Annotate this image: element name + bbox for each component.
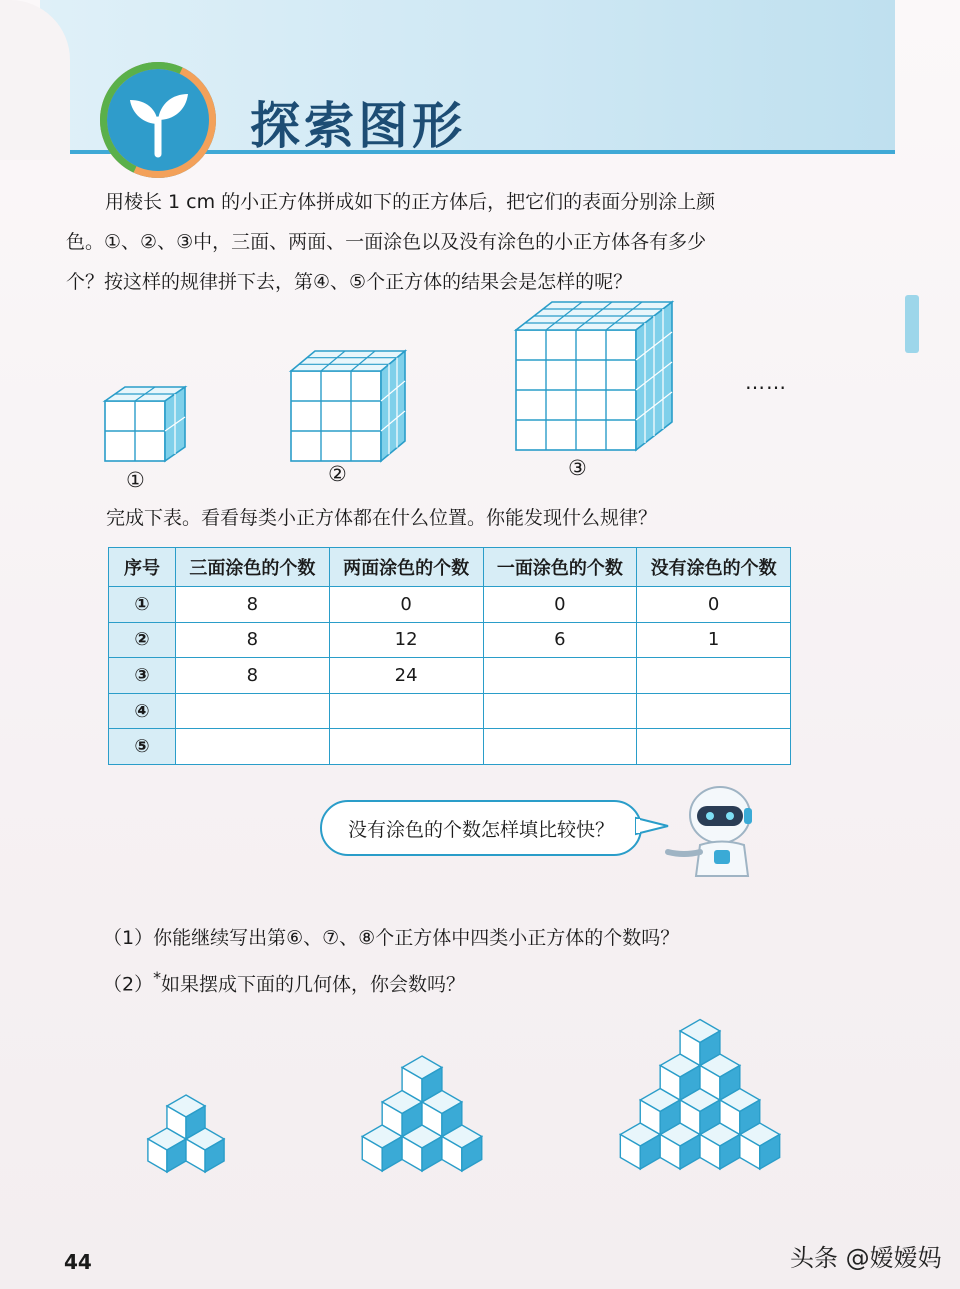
- header-three-face: 三面涂色的个数: [176, 548, 330, 587]
- table-cell: 8: [176, 622, 330, 658]
- ellipsis: ……: [745, 370, 787, 394]
- table-cell: 0: [329, 587, 483, 623]
- intro-line-2: 色。①、②、③中，三面、两面、一面涂色以及没有涂色的小正方体各有多少: [66, 231, 707, 253]
- table-row: [109, 729, 791, 765]
- table-cell: 12: [329, 622, 483, 658]
- question-2-text: 如果摆成下面的几何体，你会数吗？: [161, 973, 466, 996]
- speech-bubble: [320, 800, 642, 856]
- row-index: ⑤: [109, 729, 176, 765]
- table-cell: 8: [176, 658, 330, 694]
- bubble-text: 没有涂色的个数怎样填比较快？: [347, 818, 614, 841]
- table-cell: 1: [637, 622, 791, 658]
- table-cell: 0: [483, 587, 637, 623]
- table-cell: 0: [637, 587, 791, 623]
- table-cell: [483, 658, 637, 694]
- star-mark: *: [153, 968, 162, 987]
- table-cell: 24: [329, 658, 483, 694]
- table-cell: [483, 693, 637, 729]
- cube-figure-3: [516, 302, 672, 450]
- watermark: 头条 @嫒嫒妈: [790, 1244, 942, 1272]
- cube-face: [291, 371, 381, 461]
- row-index: ④: [109, 693, 176, 729]
- intro-line-3: 个？按这样的规律拼下去，第④、⑤个正方体的结果会是怎样的呢？: [66, 271, 633, 293]
- table-row: [109, 587, 791, 623]
- row-index: ③: [109, 658, 176, 694]
- table-cell: [483, 729, 637, 765]
- cube-figure-1: [105, 387, 185, 461]
- question-1: （1）你能继续写出第⑥、⑦、⑧个正方体中四类小正方体的个数吗？: [103, 927, 680, 949]
- cube-face: [381, 351, 405, 461]
- table-row: [109, 693, 791, 729]
- table-cell: [637, 658, 791, 694]
- figure-label-3: ③: [568, 456, 587, 480]
- question-2-prefix: （2）: [103, 973, 154, 996]
- figure-label-1: ①: [126, 468, 145, 492]
- table-cell: 6: [483, 622, 637, 658]
- table-cell: [637, 693, 791, 729]
- table-cell: [176, 693, 330, 729]
- instruction-text: 完成下表。看看每类小正方体都在什么位置。你能发现什么规律？: [106, 507, 658, 529]
- header-no-face: 没有涂色的个数: [637, 548, 791, 587]
- table-cell: [176, 729, 330, 765]
- table-cell: [329, 729, 483, 765]
- header-idx: 序号: [109, 548, 176, 587]
- table-row: [109, 658, 791, 694]
- question-2: [103, 958, 465, 1004]
- table-cell: [637, 729, 791, 765]
- table-header-row: [109, 548, 791, 587]
- page-title: 探索图形: [250, 96, 466, 155]
- table-cell: 8: [176, 587, 330, 623]
- header-one-face: 一面涂色的个数: [483, 548, 637, 587]
- header-two-face: 两面涂色的个数: [329, 548, 483, 587]
- cube-figure-2: [291, 351, 405, 461]
- row-index: ①: [109, 587, 176, 623]
- table-cell: [329, 693, 483, 729]
- intro-line-1: 用棱长 1 cm 的小正方体拼成如下的正方体后，把它们的表面分别涂上颜: [105, 191, 716, 213]
- page-number: 44: [64, 1250, 92, 1274]
- count-table: [108, 547, 791, 765]
- table-row: [109, 622, 791, 658]
- figure-label-2: ②: [328, 462, 347, 486]
- row-index: ②: [109, 622, 176, 658]
